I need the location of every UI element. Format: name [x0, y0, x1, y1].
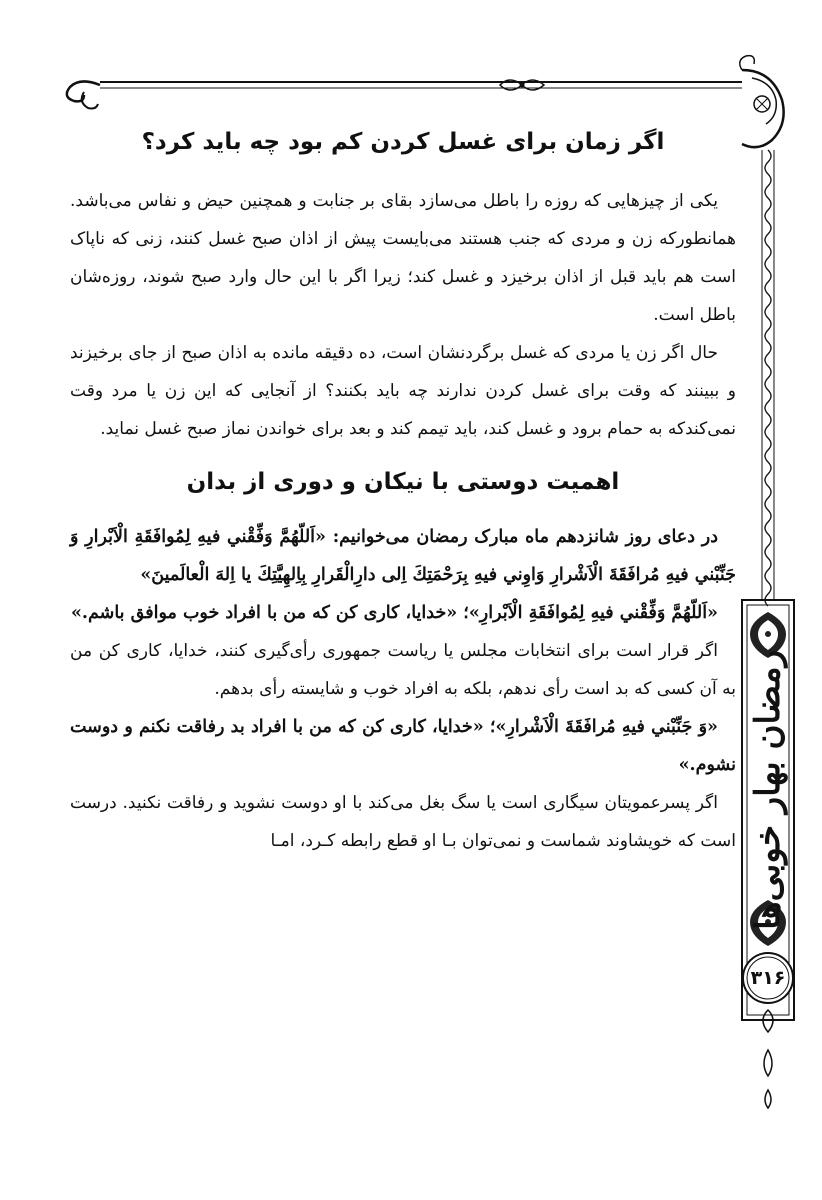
section-2-paragraph-1: در دعای روز شانزدهم ماه مبارک رمضان می‌خوانیم: «اَللّهُمَّ وَفِّقْني فيهِ لِمُوافَقَةِ الْاَبْرارِ وَ جَنِّبْني فيهِ مُرافَقَةَ الْاَشْرارِ وَ‌اوِني فيهِ بِرَحْمَتِكَ اِلى دارِالْقَرارِ بِاِلهِيَّتِكَ يا اِلهَ الْعالَمينَ»	[70, 527, 736, 585]
section-2-paragraph-4: «وَ جَنِّبْني فيهِ مُرافَقَةَ الْاَشْرارِ»؛ «خدایا، کاری کن که من با افراد بد رفاقت نکنم و دوست نشوم.»	[70, 717, 736, 775]
section-2-paragraph-2: «اَللّهُمَّ وَفِّقْني فيهِ لِمُوافَقَةِ الْاَبْرارِ»؛ «خدایا، کاری کن که من با افراد خوب موافق باشم.»	[70, 603, 718, 623]
section-2-paragraph-3: اگر قرار است برای انتخابات مجلس یا ریاست جمهوری رأی‌گیری کنند، خدایا، کاری کن من به آن کسی که بد است رأی ندهم، بلکه به افراد خوب و شایسته رأی بدهم.	[70, 641, 736, 699]
corner-arabesque-ornament	[740, 56, 784, 148]
page-number: ۳۱۶	[750, 967, 786, 989]
corner-curl-ornament	[67, 81, 100, 108]
section-2-title: اهمیت دوستی با نیکان و دوری از بدان	[186, 469, 620, 495]
page-content	[70, 110, 736, 860]
sidebar-book-title-text: رمضان بهار خوبی‌ها	[748, 650, 788, 930]
sidebar-book-title	[742, 640, 794, 940]
vertical-chain-border	[762, 150, 774, 606]
section-2-paragraph-5: اگر پسرعمویتان سیگاری است یا سگ بغل می‌کند با او دوست نشوید و رفاقت نکنید. درست است که خویشاوند شماست و نمی‌توان بـا او قطع رابطه کـرد، امـا	[70, 793, 736, 851]
section-1-title: اگر زمان برای غسل کردن کم بود چه باید کرد؟	[141, 129, 665, 155]
section-1-paragraph-2: حال اگر زن یا مردی که غسل برگردنشان است، ده دقیقه مانده به اذان صبح از جای برخیزند و ببینند که وقت برای غسل کردن ندارند چه باید بکنند؟ از آنجایی که این زن یا مرد وقت نمی‌کندکه به حمام برود و غسل کند، باید تیمم کند و بعد برای خواندن نماز صبح غسل نماید.	[70, 343, 736, 439]
section-1-paragraph-1: یکی از چیزهایی که روزه را باطل می‌سازد بقای بر جنابت و همچنین حیض و نفاس می‌باشد. همانطورکه زن و مردی که جنب هستند می‌بایست پیش از اذان صبح غسل کنند، زنی که ناپاک است هم باید قبل از اذان برخیزد و غسل کند؛ زیرا اگر با این حال وارد صبح شوند، روزه‌شان باطل است.	[70, 191, 736, 325]
